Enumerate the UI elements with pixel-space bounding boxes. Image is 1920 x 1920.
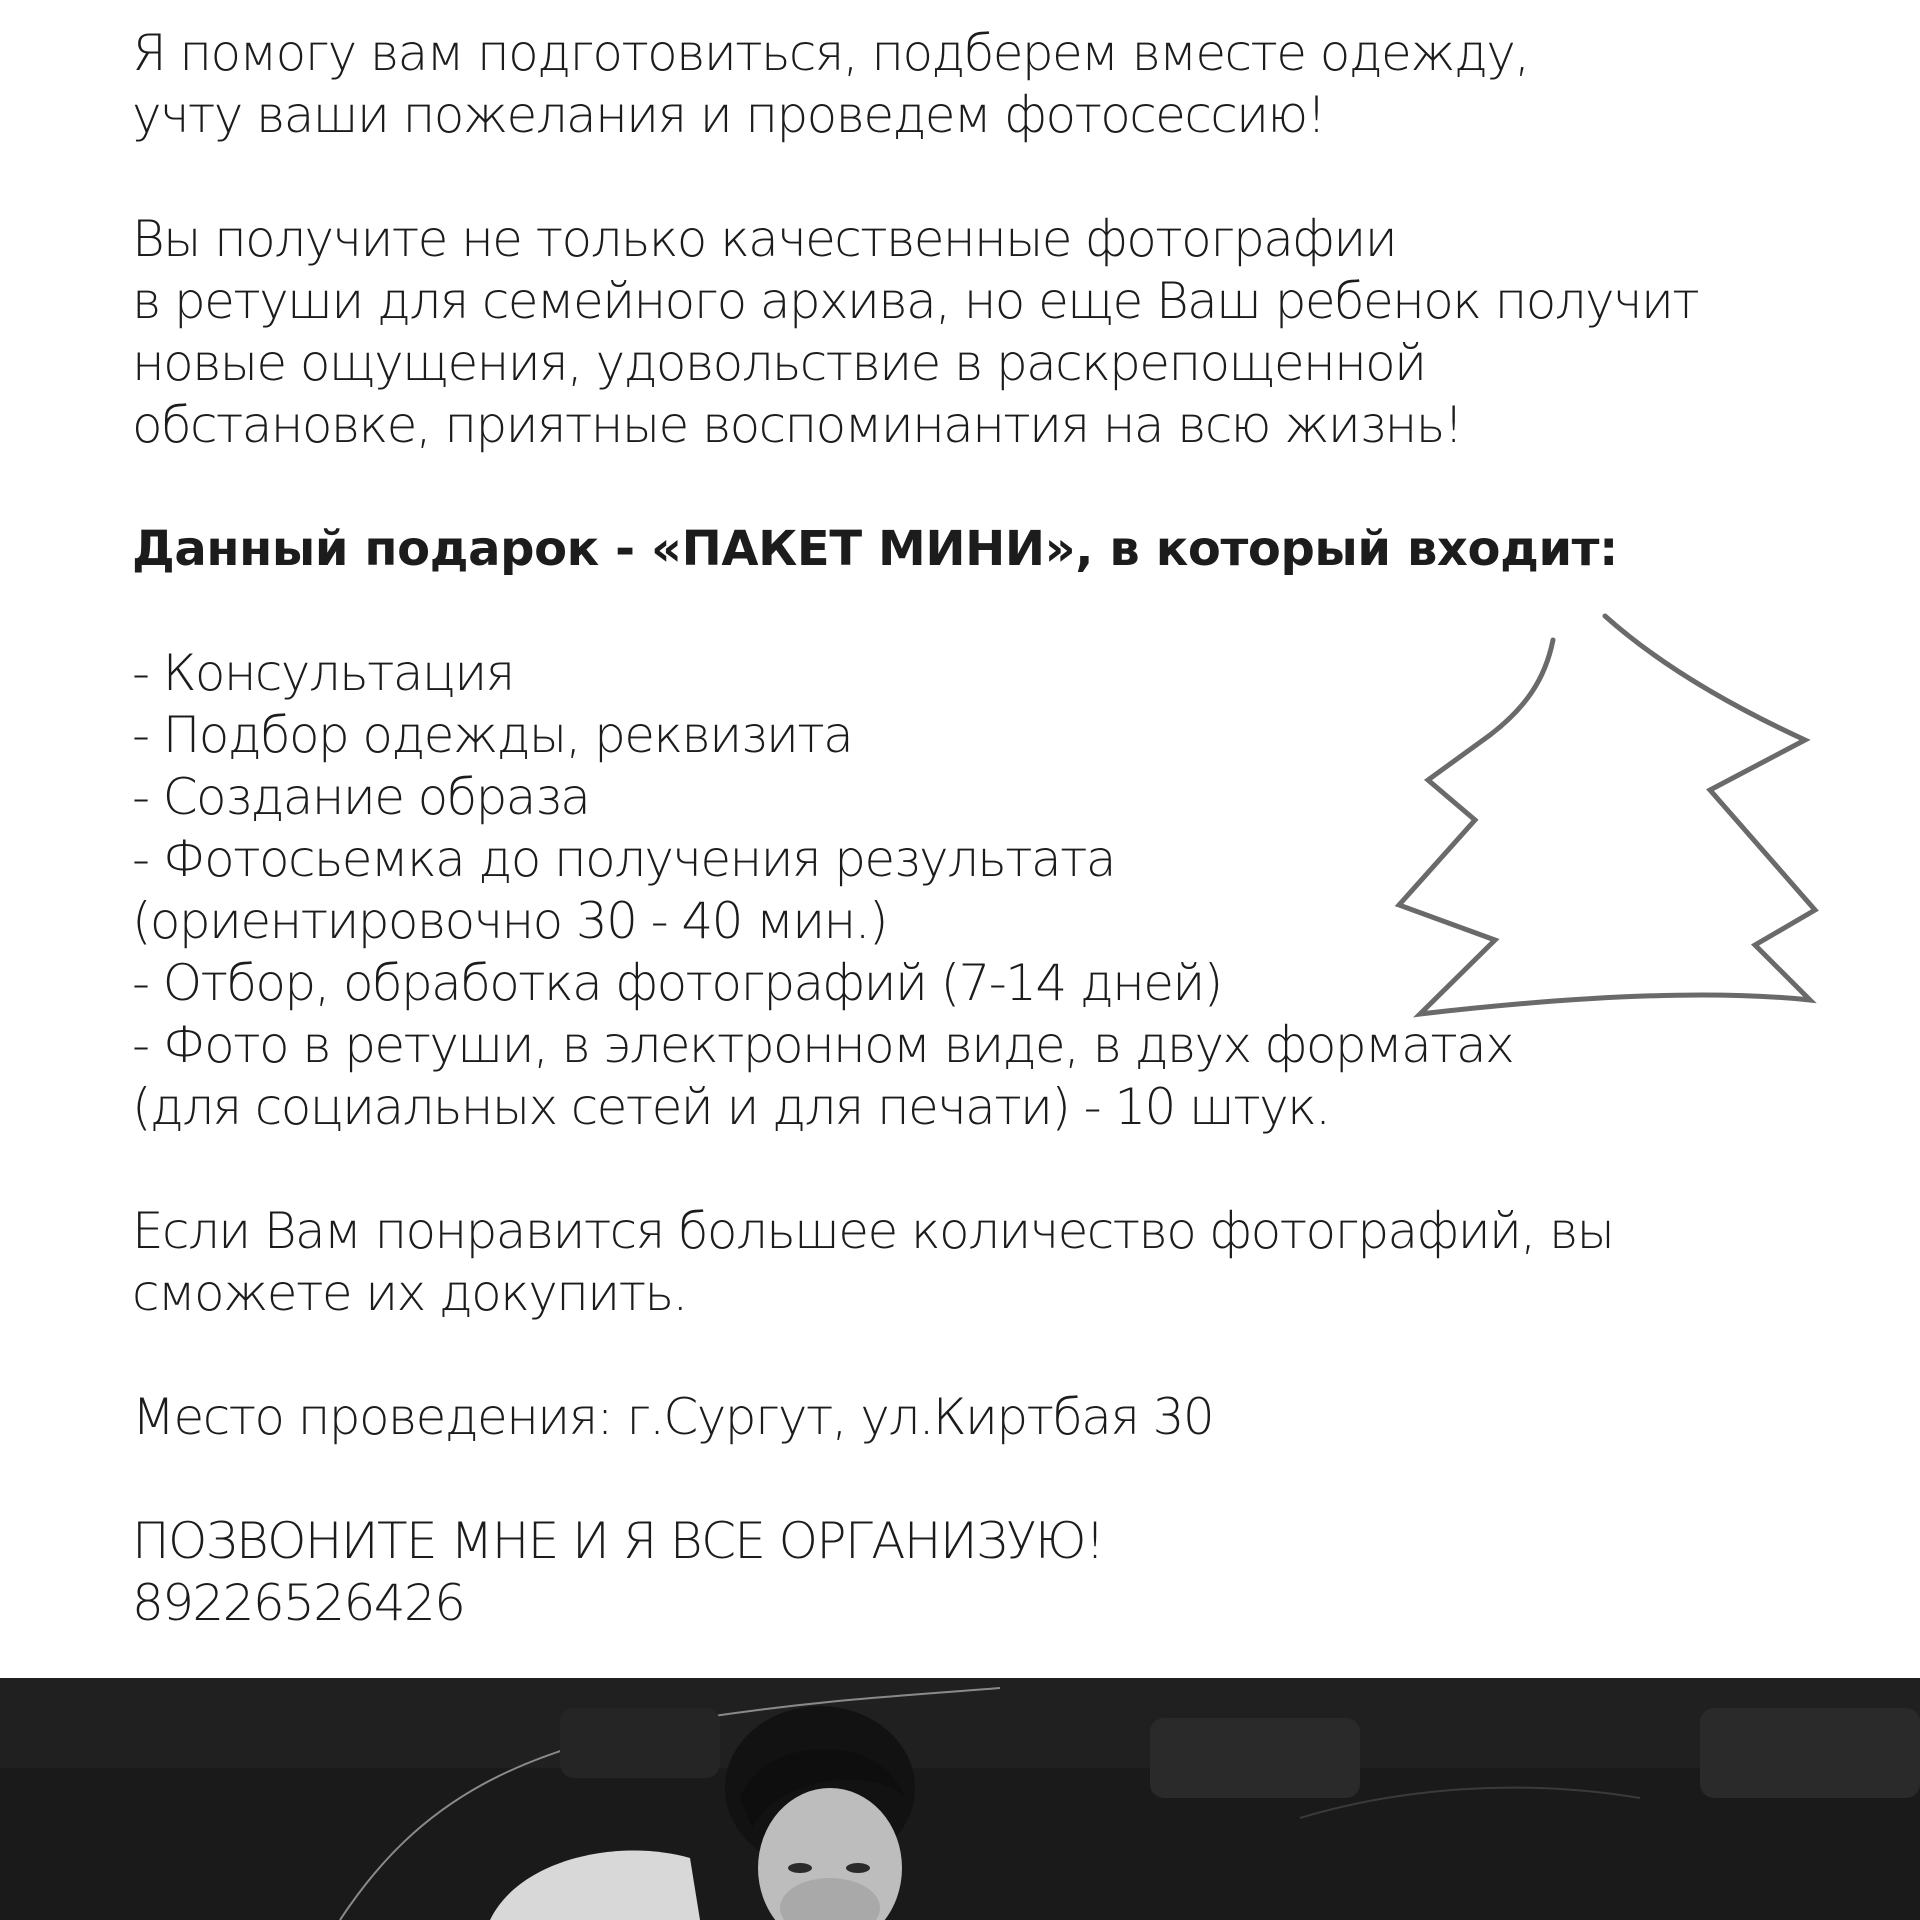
package-item: - Консультация <box>132 644 514 702</box>
benefits-line-1: Вы получите не только качественные фотографии <box>132 210 1397 268</box>
extra-line-1: Если Вам понравится большее количество фотографий, вы <box>132 1202 1614 1260</box>
intro-line-1: Я помогу вам подготовиться, подберем вместе одежду, <box>132 24 1529 82</box>
package-item: - Создание образа <box>132 768 590 826</box>
christmas-tree-outline-icon <box>1385 610 1825 1020</box>
phone-number: 89226526426 <box>132 1574 465 1632</box>
package-item: - Отбор, обработка фотографий (7-14 дней) <box>132 954 1222 1012</box>
package-item: - Фотосьемка до получения результата <box>132 830 1115 888</box>
benefits-line-2: в ретуши для семейного архива, но еще Ваш ребенок получит <box>132 272 1699 330</box>
location-line: Место проведения: г.Сургут, ул.Киртбая 30 <box>132 1388 1214 1446</box>
benefits-line-3: новые ощущения, удовольствие в раскрепощенной <box>132 334 1426 392</box>
photographer-photo <box>0 1678 1920 1920</box>
extra-line-2: сможете их докупить. <box>132 1264 687 1322</box>
package-heading: Данный подарок - «ПАКЕТ МИНИ», в который входит: <box>132 521 1618 577</box>
package-item: (ориентировочно 30 - 40 мин.) <box>132 892 887 950</box>
intro-line-2: учту ваши пожелания и проведем фотосессию! <box>132 86 1325 144</box>
benefits-line-4: обстановке, приятные воспоминантия на всю жизнь! <box>132 396 1463 454</box>
call-to-action: ПОЗВОНИТЕ МНЕ И Я ВСЕ ОРГАНИЗУЮ! <box>132 1512 1104 1570</box>
package-item: (для социальных сетей и для печати) - 10 штук. <box>132 1078 1330 1136</box>
package-item: - Подбор одежды, реквизита <box>132 706 853 764</box>
package-item: - Фото в ретуши, в электронном виде, в двух форматах <box>132 1016 1514 1074</box>
